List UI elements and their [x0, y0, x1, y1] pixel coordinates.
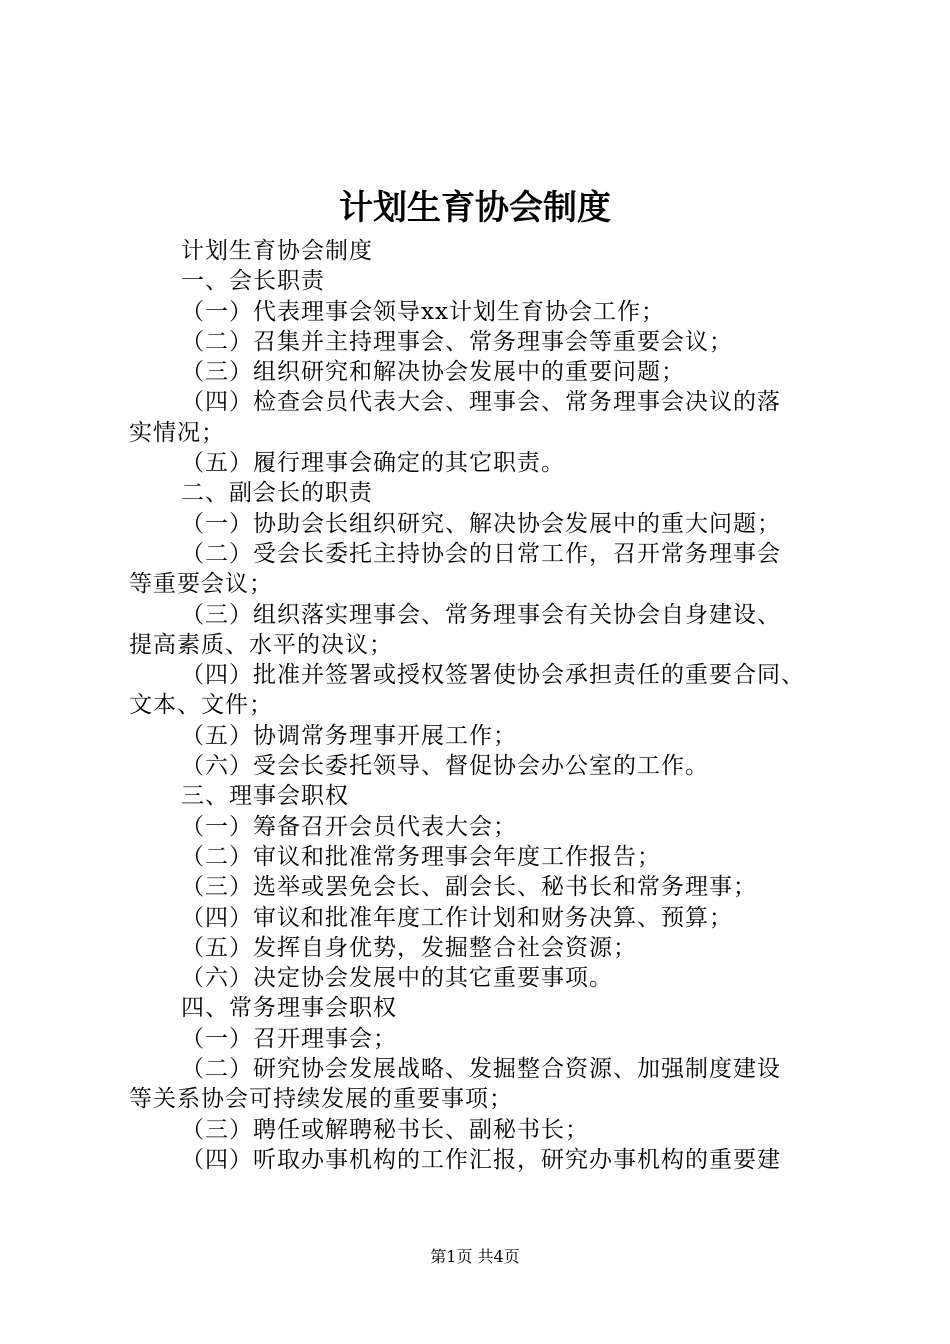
text-line: （二）召集并主持理事会、常务理事会等重要会议；	[181, 328, 733, 355]
text-line: （六）决定协会发展中的其它重要事项。	[181, 965, 613, 992]
text-line: （三）选举或罢免会长、副会长、秘书长和常务理事；	[181, 874, 757, 901]
document-body	[129, 236, 839, 1175]
text-line: （四）听取办事机构的工作汇报，研究办事机构的重要建	[181, 1146, 781, 1173]
text-line: 文本、文件；	[129, 692, 273, 719]
text-line: 四、常务理事会职权	[181, 995, 397, 1022]
text-line: （三）聘任或解聘秘书长、副秘书长；	[181, 1116, 589, 1143]
text-line: 等关系协会可持续发展的重要事项；	[129, 1086, 513, 1113]
page-footer: 第1页 共4页	[430, 1247, 520, 1266]
text-line: （一）协助会长组织研究、解决协会发展中的重大问题；	[181, 510, 781, 537]
text-line: （四）审议和批准年度工作计划和财务决算、预算；	[181, 904, 733, 931]
text-line: 等重要会议；	[129, 571, 273, 598]
text-line: （五）发挥自身优势，发掘整合社会资源；	[181, 934, 637, 961]
text-line: （五）履行理事会确定的其它职责。	[181, 450, 565, 477]
text-line: （三）组织研究和解决协会发展中的重要问题；	[181, 359, 685, 386]
text-line: （一）召开理事会；	[181, 1025, 397, 1052]
document-title: 计划生育协会制度	[339, 188, 611, 228]
text-line: 提高素质、水平的决议；	[129, 631, 393, 658]
text-line: （五）协调常务理事开展工作；	[181, 722, 517, 749]
text-line: （三）组织落实理事会、常务理事会有关协会自身建设、	[181, 601, 781, 628]
text-line: 二、副会长的职责	[181, 480, 373, 507]
text-line: （六）受会长委托领导、督促协会办公室的工作。	[181, 753, 709, 780]
text-line: （二）研究协会发展战略、发掘整合资源、加强制度建设	[181, 1056, 781, 1083]
text-line: （四）批准并签署或授权签署使协会承担责任的重要合同、	[181, 662, 805, 689]
text-line: 一、会长职责	[181, 268, 325, 295]
text-line: 计划生育协会制度	[181, 238, 373, 264]
text-line: （四）检查会员代表大会、理事会、常务理事会决议的落	[181, 389, 781, 416]
text-line: （一）筹备召开会员代表大会；	[181, 813, 517, 840]
text-line: （一）代表理事会领导xx计划生育协会工作；	[181, 298, 665, 325]
text-line: （二）审议和批准常务理事会年度工作报告；	[181, 843, 661, 870]
text-line: 实情况；	[129, 419, 225, 446]
text-line: （二）受会长委托主持协会的日常工作，召开常务理事会	[181, 540, 781, 567]
text-line: 三、理事会职权	[181, 783, 349, 810]
